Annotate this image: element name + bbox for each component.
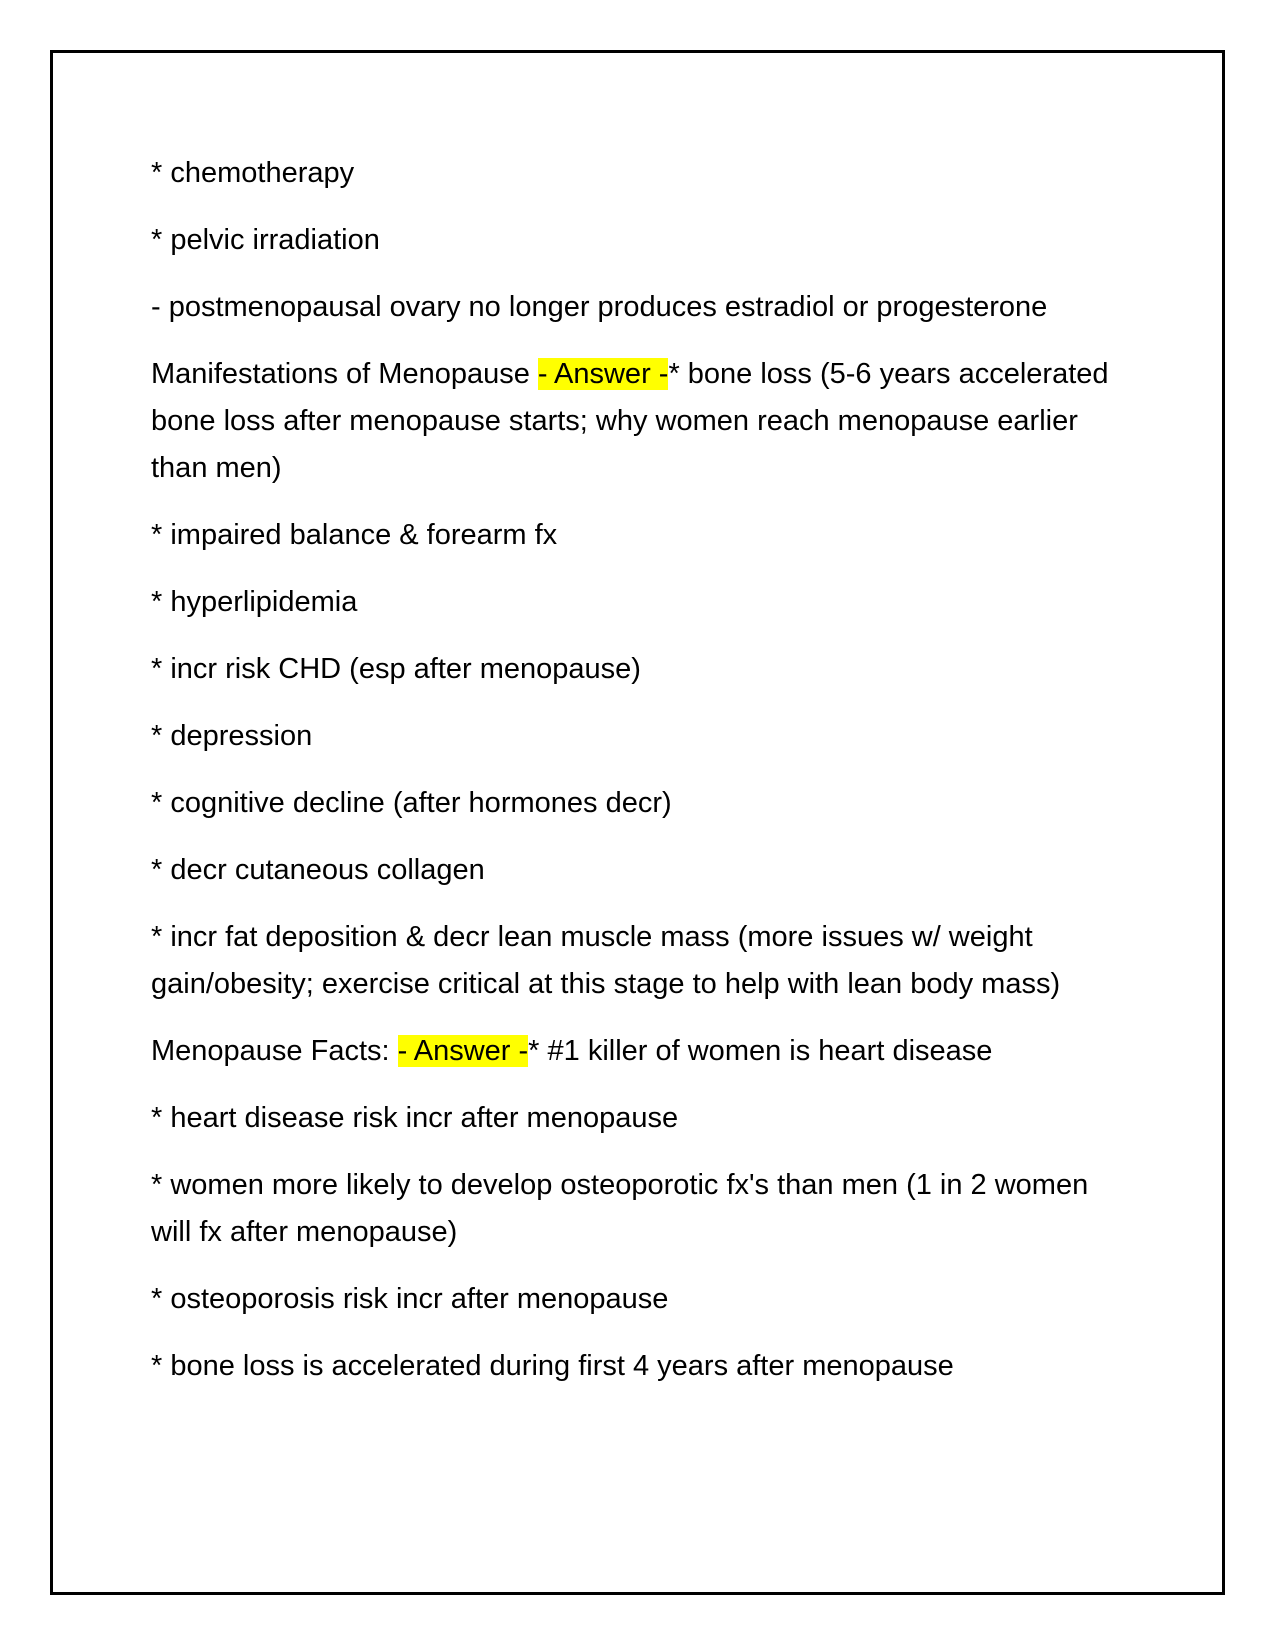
answer-text: * #1 killer of women is heart disease xyxy=(528,1035,993,1067)
question-menopause-facts xyxy=(151,1028,1126,1075)
bullet-osteoporosis-risk: * osteoporosis risk incr after menopause xyxy=(151,1283,669,1315)
question-manifestations-of-menopause xyxy=(151,351,1126,492)
answer-highlight: - Answer - xyxy=(397,1035,529,1067)
bullet-cognitive-decline: * cognitive decline (after hormones decr) xyxy=(151,787,672,819)
bullet-depression: * depression xyxy=(151,720,313,752)
bullet-bone-loss-accelerated: * bone loss is accelerated during first 4 years after menopause xyxy=(151,1350,954,1382)
answer-text: * bone loss (5-6 years accelerated bone loss after menopause starts; why women reach menopause earlier than men) xyxy=(151,358,1109,484)
document-body xyxy=(151,150,1126,1410)
bullet-pelvic-irradiation: * pelvic irradiation xyxy=(151,224,380,256)
answer-highlight: - Answer - xyxy=(537,358,669,390)
bullet-incr-fat-deposition: * incr fat deposition & decr lean muscle mass (more issues w/ weight gain/obesity; exercise critical at this stage to help with lean body mass) xyxy=(151,921,1061,1000)
question-text: Manifestations of Menopause xyxy=(151,358,538,390)
bullet-decr-cutaneous-collagen: * decr cutaneous collagen xyxy=(151,854,485,886)
question-text: Menopause Facts: xyxy=(151,1035,398,1067)
bullet-heart-disease-risk: * heart disease risk incr after menopause xyxy=(151,1102,679,1134)
bullet-incr-risk-chd: * incr risk CHD (esp after menopause) xyxy=(151,653,641,685)
bullet-hyperlipidemia: * hyperlipidemia xyxy=(151,586,358,618)
note-postmenopausal-ovary: - postmenopausal ovary no longer produces estradiol or progesterone xyxy=(151,291,1048,323)
bullet-impaired-balance: * impaired balance & forearm fx xyxy=(151,519,558,551)
bullet-chemotherapy: * chemotherapy xyxy=(151,157,355,189)
bullet-osteoporotic-fx: * women more likely to develop osteoporotic fx's than men (1 in 2 women will fx after menopause) xyxy=(151,1169,1089,1248)
